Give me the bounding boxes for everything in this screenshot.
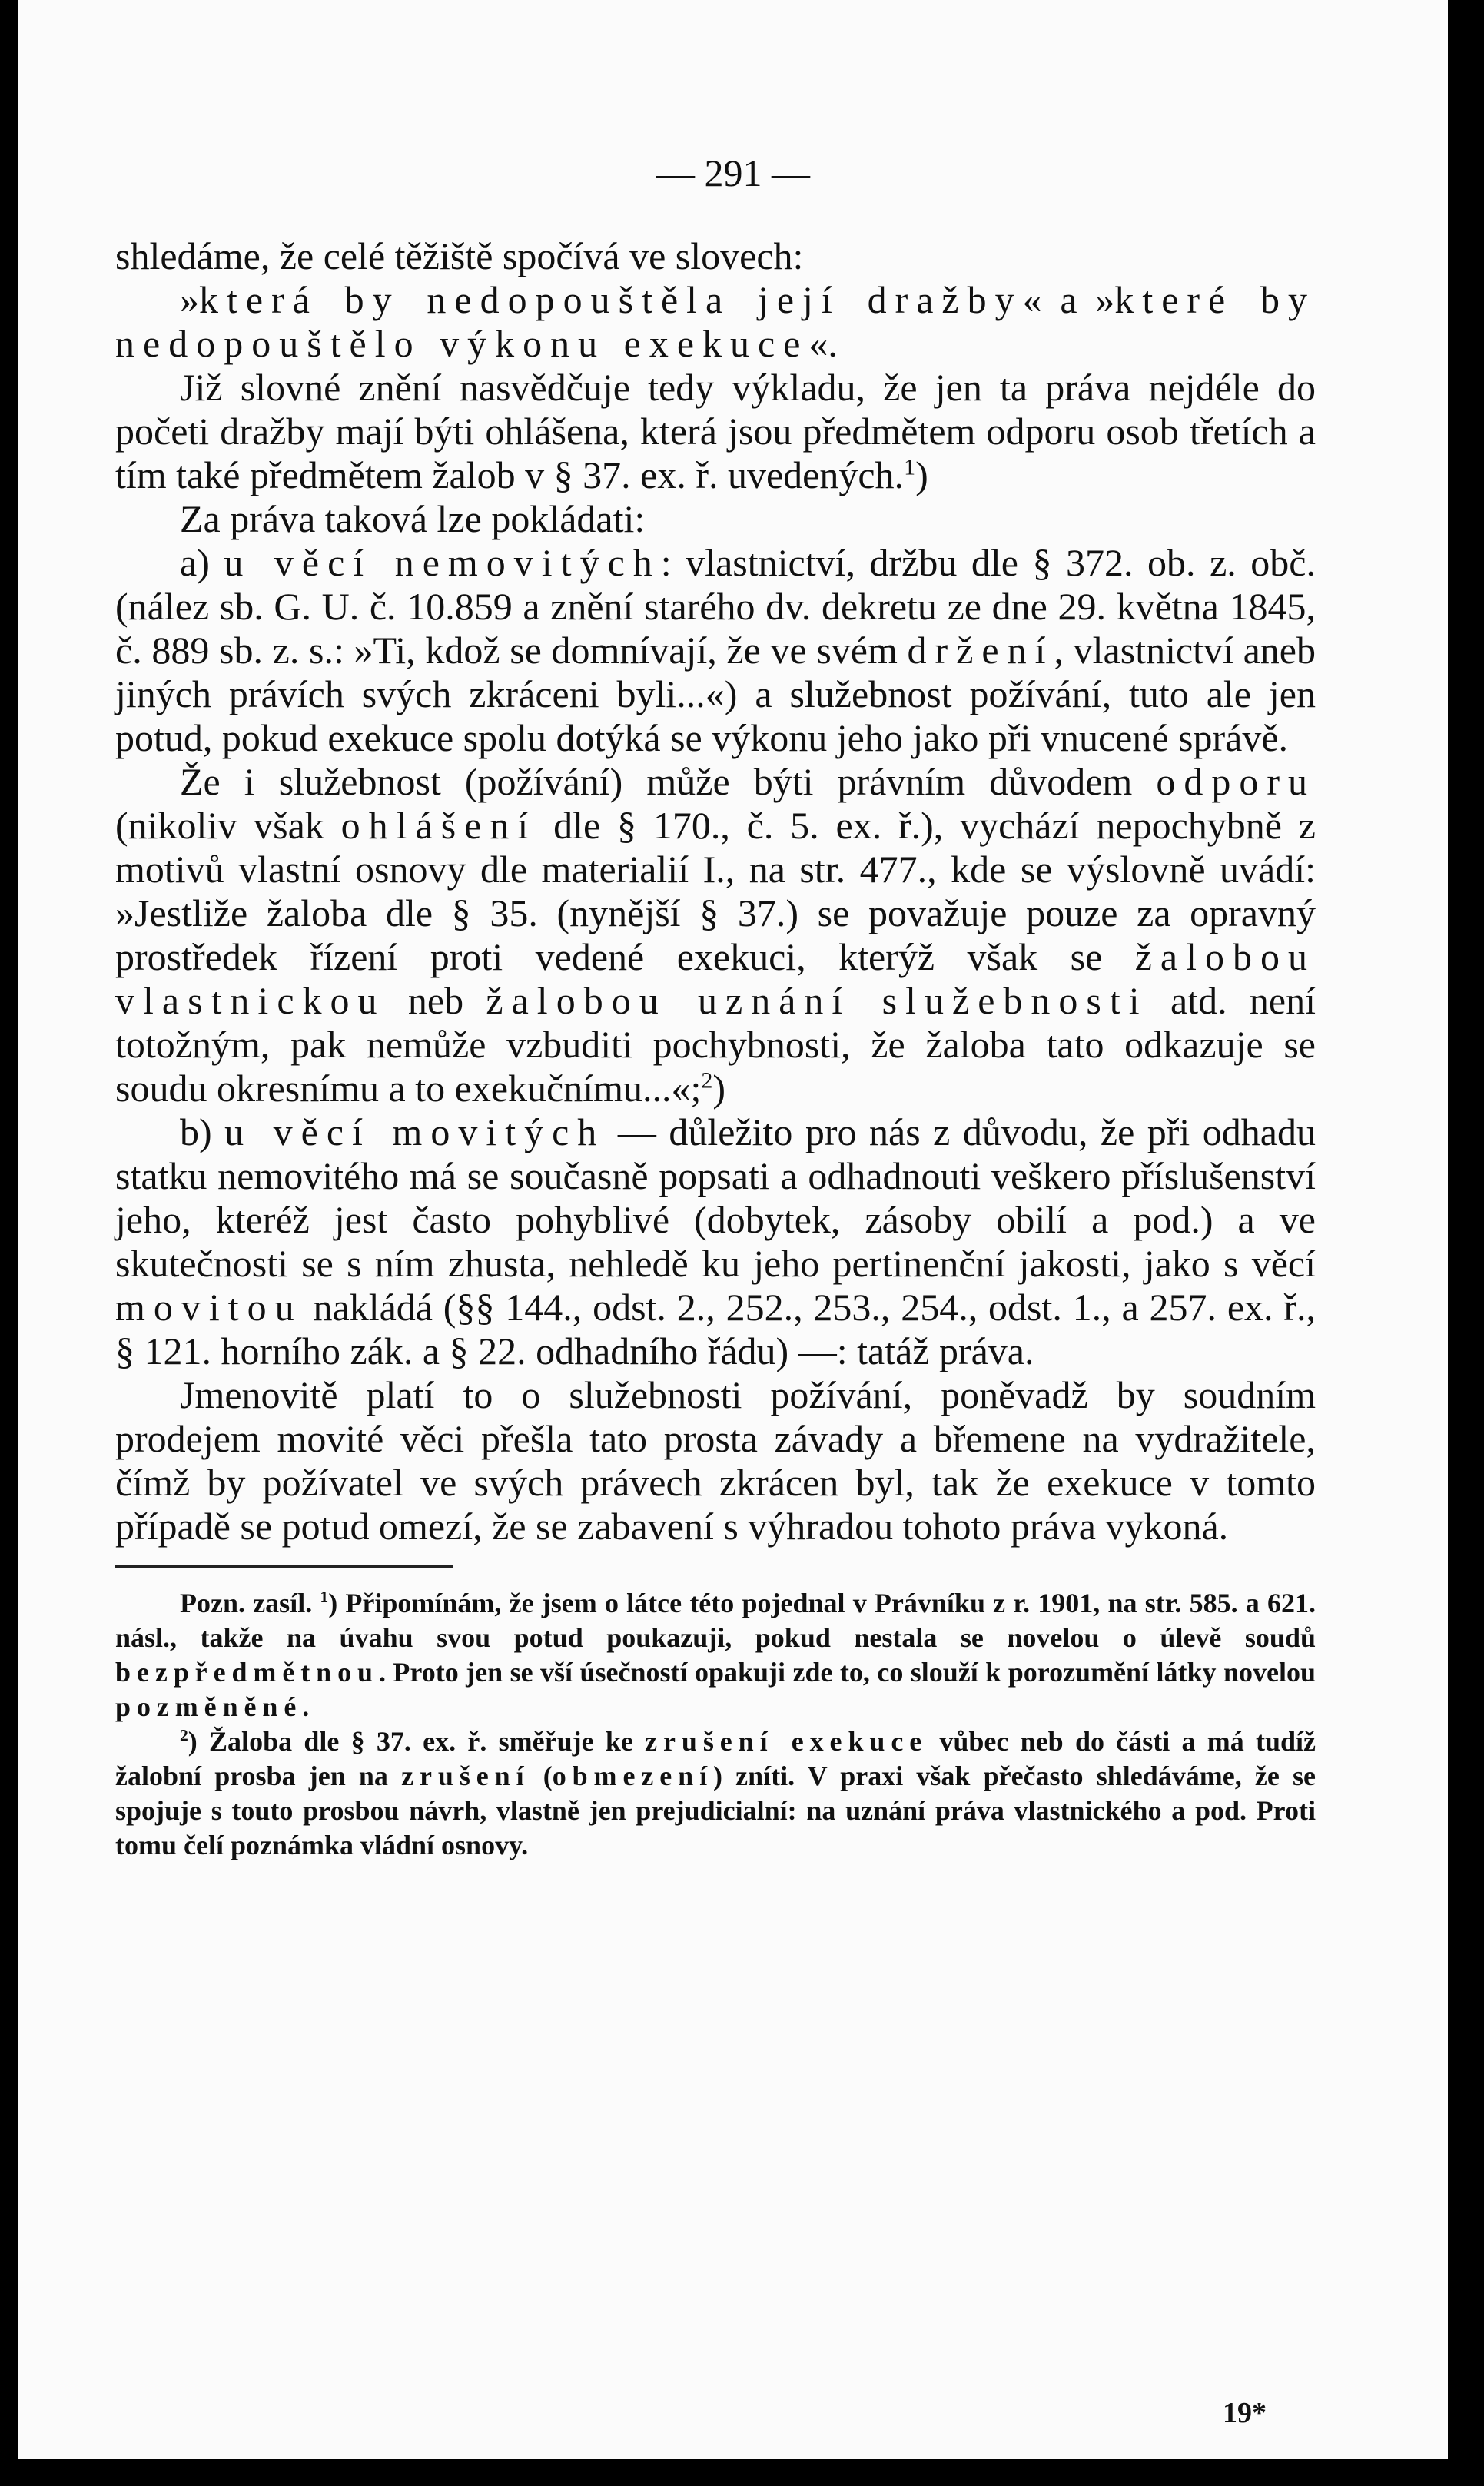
text-run: nakládá (§§ 144., odst. 2., 252., 253., 254., odst. 1., a 257. ex. ř., § 121. horního zák. a § 22. odhadního řádu) —: tatáž práva. (115, 1286, 1316, 1372)
text-run: ) zníti. V praxi však přečasto shledáváme, že se spojuje s touto prosbou návrh, vlastně jen prejudicialní: na uznání práva vlastnického a pod. Proti tomu čelí poznámka vládní osnovy. (115, 1761, 1316, 1860)
footnotes (115, 1586, 1316, 1863)
spaced-text: zrušení (401, 1761, 530, 1791)
text-run: «. (808, 322, 838, 365)
page-number: — 291 — (656, 151, 810, 194)
text-run: shledáme, že celé těžiště spočívá ve slovech: (115, 234, 804, 277)
text-run: Za práva taková lze pokládati: (180, 497, 646, 540)
footnote-mark: 2 (180, 1726, 188, 1744)
text-run: atd. není totožným, pak nemůže vzbuditi pochybnosti, že žaloba tato odkazuje se soudu okresnímu a to exekučnímu...«; (115, 979, 1316, 1110)
spaced-text: pozměněné (115, 1691, 303, 1722)
spaced-text: u věcí movitých (224, 1110, 606, 1153)
text-run: ( (530, 1761, 553, 1791)
spaced-text: obmezení (552, 1761, 714, 1791)
footnote-1 (115, 1586, 1316, 1724)
footnote-divider (115, 1565, 453, 1568)
text-run: Již slovné znění nasvědčuje tedy výkladu, že jen ta práva nejdéle do početi dražby mají býti ohlášena, která jsou předmětem odporu osob třetích a tím také předmětem žalob v § 37. ex. ř. uvedených. (115, 366, 1316, 496)
text-run: » (180, 278, 199, 321)
paragraph-4 (115, 497, 1316, 541)
text-run: b) (180, 1110, 225, 1153)
text-run: (nikoliv však (115, 804, 341, 847)
text-run: vůbec neb do části a má tudíž žalobní prosba jen na (115, 1726, 1316, 1791)
book-page (18, 0, 1448, 2459)
text-run: neb (385, 979, 486, 1022)
paragraph-7 (115, 1110, 1316, 1373)
footnote-2 (115, 1724, 1316, 1863)
text-run: . (302, 1691, 310, 1722)
spaced-text: u věcí nemovitých (224, 541, 661, 584)
paragraph-1 (115, 234, 1316, 278)
text-run: ) Žaloba dle § 37. ex. ř. směřuje ke (188, 1726, 646, 1757)
footnote-ref: 1 (904, 454, 916, 480)
text-run: ) Připomínám, že jsem o látce této pojednal v Právníku z r. 1901, na str. 585. a 621. násl., takže na úvahu svou potud poukazuji, pokud nestala se novelou o úlevě soudů (115, 1588, 1316, 1653)
spaced-text: zrušení exekuce (645, 1726, 928, 1757)
spaced-text: žalobou vlastnickou (115, 935, 1316, 1022)
text-run: — důležito pro nás z důvodu, že při odhadu statku nemovitého má se současně popsati a odhadnouti veškero příslušenství jeho, kteréž jest často pohyblivé (dobytek, zásoby obilí a pod.) a ve skutečnosti se s ním zhusta, nehledě ku jeho pertinenční jakosti, jako s věcí (115, 1110, 1316, 1285)
spaced-text: která by nedopouštěla její dražby (199, 278, 1023, 321)
spaced-text: žalobou uznání služebnosti (486, 979, 1148, 1022)
text-run: « a » (1022, 278, 1115, 321)
spaced-text: ohlášení (340, 804, 537, 847)
text-run: dle § 170., č. 5. ex. ř.), vychází nepochybně z motivů vlastní osnovy dle materialií I., na str. 477., kde se výslovně uvádí: »Jestliže žaloba dle § 35. (nynější § 37.) se považuje pouze za opravný prostředek řízení proti vedené exekuci, kterýž však se (115, 804, 1316, 978)
signature-mark: 19* (1223, 2397, 1267, 2429)
text-run: : vlastnictví, držbu dle § 372. ob. z. obč. (nález sb. G. U. č. 10.859 a znění starého dv. dekretu ze dne 29. května 1845, č. 889 sb. z. s.: »Ti, kdož se domnívají, že ve svém (115, 541, 1316, 672)
spaced-text: bezpředmětnou (115, 1657, 379, 1688)
spaced-text: držení (907, 629, 1054, 672)
footnote-ref: 2 (701, 1067, 713, 1094)
main-text (115, 234, 1316, 1863)
text-run: Pozn. zasíl. (180, 1588, 320, 1618)
text-run: Jmenovitě platí to o služebnosti požívání, poněvadž by soudním prodejem movité věci přešla tato prosta závady a břemene na vydražitele, čímž by požívatel ve svých právech zkrácen byl, tak že exekuce v tomto případě se potud omezí, že se zabavení s výhradou tohoto práva vykoná. (115, 1373, 1316, 1548)
text-run: ) (712, 1067, 726, 1110)
paragraph-2 (115, 278, 1316, 366)
spaced-text: movitou (115, 1286, 303, 1329)
text-run: a) (180, 541, 224, 584)
paragraph-6 (115, 760, 1316, 1110)
text-run: ) (915, 453, 928, 496)
footnote-mark: 1 (320, 1588, 329, 1606)
text-run: Že i služebnost (požívání) může býti právním důvodem (180, 760, 1157, 803)
spaced-text: odporu (1156, 760, 1316, 803)
spaced-text: které by nedopouštělo výkonu exekuce (115, 278, 1316, 365)
paragraph-8 (115, 1373, 1316, 1548)
text-run: , vlastnictví aneb jiných právích svých zkráceni byli...«) a služebnost požívání, tuto ale jen potud, pokud exekuce spolu dotýká se výkonu jeho jako při vnucené správě. (115, 629, 1316, 759)
paragraph-3 (115, 366, 1316, 497)
paragraph-5 (115, 541, 1316, 760)
text-run: . Proto jen se vší úsečností opakuji zde to, co slouží k porozumění látky novelou (378, 1657, 1316, 1688)
